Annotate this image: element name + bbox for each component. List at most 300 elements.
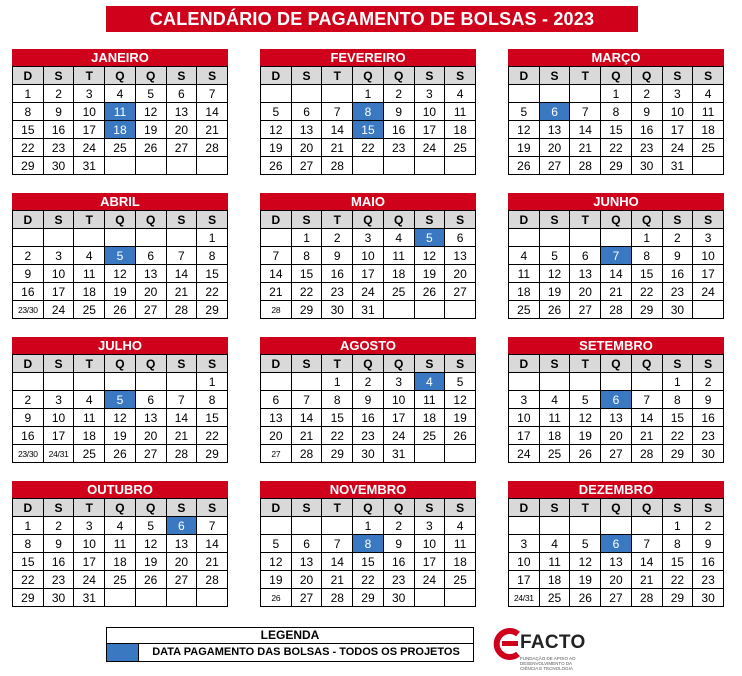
- day-cell: 11: [383, 247, 414, 265]
- week-row: [509, 229, 724, 247]
- day-cell: 1: [197, 373, 228, 391]
- day-cell: 11: [74, 409, 105, 427]
- day-cell: 8: [13, 535, 44, 553]
- weekday-label: S: [445, 499, 476, 517]
- day-cell: 31: [383, 445, 414, 463]
- day-cell: 8: [322, 391, 353, 409]
- week-row: [13, 103, 228, 121]
- day-cell: 9: [322, 247, 353, 265]
- day-cell: 27: [601, 589, 632, 607]
- day-cell: 27: [291, 157, 322, 175]
- day-cell: 22: [291, 283, 322, 301]
- day-cell: 10: [383, 391, 414, 409]
- weekday-label: Q: [353, 67, 384, 85]
- day-cell: 24: [74, 139, 105, 157]
- week-row: [261, 265, 476, 283]
- weekday-label: S: [197, 499, 228, 517]
- weekday-label: S: [166, 211, 197, 229]
- day-cell: 12: [445, 391, 476, 409]
- weekday-label: S: [291, 211, 322, 229]
- week-row: [509, 373, 724, 391]
- day-cell: 25: [414, 427, 445, 445]
- week-row: [261, 409, 476, 427]
- weekday-label: D: [261, 67, 292, 85]
- day-cell: 10: [74, 103, 105, 121]
- day-cell: 3: [662, 85, 693, 103]
- weekday-label: T: [74, 67, 105, 85]
- payment-day-cell: 6: [166, 517, 197, 535]
- day-cell: 22: [13, 139, 44, 157]
- weekday-label: D: [509, 499, 540, 517]
- day-cell: 25: [693, 139, 724, 157]
- day-cell: 24/31: [43, 445, 74, 463]
- day-cell: 17: [414, 553, 445, 571]
- day-cell: 17: [74, 121, 105, 139]
- day-cell: 16: [43, 553, 74, 571]
- week-row: [13, 553, 228, 571]
- day-cell: 28: [166, 445, 197, 463]
- day-cell: 23: [693, 571, 724, 589]
- weekday-header-row: [13, 499, 228, 517]
- day-cell: 20: [261, 427, 292, 445]
- payment-day-cell: 6: [601, 535, 632, 553]
- page-title: CALENDÁRIO DE PAGAMENTO DE BOLSAS - 2023: [106, 6, 638, 32]
- day-cell: 19: [509, 139, 540, 157]
- weekday-label: T: [322, 499, 353, 517]
- month-calendar: [260, 193, 476, 319]
- week-row: [509, 283, 724, 301]
- weekday-label: S: [693, 355, 724, 373]
- week-row: [13, 139, 228, 157]
- day-cell: 26: [570, 445, 601, 463]
- day-cell: [383, 157, 414, 175]
- day-cell: [166, 373, 197, 391]
- weekday-header-row: [261, 499, 476, 517]
- day-cell: 15: [291, 265, 322, 283]
- day-cell: 1: [197, 229, 228, 247]
- day-cell: 31: [74, 589, 105, 607]
- day-cell: [135, 229, 166, 247]
- day-cell: 2: [13, 247, 44, 265]
- day-cell: [539, 85, 570, 103]
- day-cell: 14: [166, 265, 197, 283]
- day-cell: 23: [662, 283, 693, 301]
- day-cell: [74, 229, 105, 247]
- weekday-label: S: [166, 499, 197, 517]
- week-row: [13, 373, 228, 391]
- day-cell: [539, 229, 570, 247]
- day-cell: 16: [693, 409, 724, 427]
- month-table: [508, 66, 724, 175]
- day-cell: 31: [353, 301, 384, 319]
- weekday-label: S: [197, 67, 228, 85]
- weekday-label: S: [445, 67, 476, 85]
- week-row: [509, 589, 724, 607]
- weekday-label: D: [261, 355, 292, 373]
- day-cell: 29: [197, 301, 228, 319]
- day-cell: 24: [662, 139, 693, 157]
- day-cell: 20: [291, 571, 322, 589]
- day-cell: 13: [291, 121, 322, 139]
- day-cell: 23: [43, 139, 74, 157]
- day-cell: 11: [414, 391, 445, 409]
- day-cell: [105, 229, 136, 247]
- day-cell: 3: [353, 229, 384, 247]
- day-cell: 4: [445, 517, 476, 535]
- month-name: FEVEREIRO: [260, 49, 476, 66]
- day-cell: 14: [631, 553, 662, 571]
- day-cell: 4: [509, 247, 540, 265]
- week-row: [13, 301, 228, 319]
- day-cell: 29: [631, 301, 662, 319]
- day-cell: 28: [631, 589, 662, 607]
- day-cell: 4: [693, 85, 724, 103]
- weekday-label: T: [74, 499, 105, 517]
- day-cell: 15: [601, 121, 632, 139]
- day-cell: 30: [43, 589, 74, 607]
- day-cell: 25: [509, 301, 540, 319]
- weekday-label: Q: [353, 499, 384, 517]
- legend: [106, 627, 474, 662]
- weekday-label: Q: [105, 355, 136, 373]
- week-row: [13, 283, 228, 301]
- day-cell: [353, 157, 384, 175]
- day-cell: 26: [509, 157, 540, 175]
- day-cell: 5: [509, 103, 540, 121]
- week-row: [13, 85, 228, 103]
- month-name: JUNHO: [508, 193, 724, 210]
- day-cell: 30: [693, 589, 724, 607]
- day-cell: 6: [570, 247, 601, 265]
- day-cell: 3: [509, 391, 540, 409]
- weekday-label: S: [414, 67, 445, 85]
- day-cell: 30: [631, 157, 662, 175]
- day-cell: 21: [570, 139, 601, 157]
- day-cell: 22: [662, 571, 693, 589]
- day-cell: [414, 301, 445, 319]
- weekday-label: T: [570, 499, 601, 517]
- month-table: [260, 354, 476, 463]
- day-cell: [445, 301, 476, 319]
- day-cell: 12: [261, 121, 292, 139]
- weekday-label: S: [539, 499, 570, 517]
- day-cell: [509, 85, 540, 103]
- day-cell: 16: [353, 409, 384, 427]
- day-cell: 12: [570, 553, 601, 571]
- week-row: [509, 265, 724, 283]
- day-cell: 27: [166, 571, 197, 589]
- week-row: [261, 229, 476, 247]
- day-cell: 12: [135, 103, 166, 121]
- day-cell: 7: [197, 517, 228, 535]
- day-cell: 1: [322, 373, 353, 391]
- day-cell: 22: [662, 427, 693, 445]
- week-row: [13, 121, 228, 139]
- day-cell: [261, 373, 292, 391]
- day-cell: [105, 157, 136, 175]
- payment-day-cell: 6: [539, 103, 570, 121]
- week-row: [261, 589, 476, 607]
- day-cell: 24/31: [509, 589, 540, 607]
- day-cell: 27: [135, 301, 166, 319]
- month-calendar: [12, 193, 228, 319]
- day-cell: 20: [539, 139, 570, 157]
- weekday-label: S: [662, 499, 693, 517]
- day-cell: 24: [509, 445, 540, 463]
- day-cell: 24: [353, 283, 384, 301]
- day-cell: 6: [445, 229, 476, 247]
- day-cell: [631, 373, 662, 391]
- day-cell: 27: [445, 283, 476, 301]
- weekday-label: Q: [135, 67, 166, 85]
- day-cell: 28: [166, 301, 197, 319]
- day-cell: 9: [383, 103, 414, 121]
- day-cell: 23: [383, 571, 414, 589]
- payment-day-cell: 7: [601, 247, 632, 265]
- day-cell: 10: [414, 103, 445, 121]
- day-cell: 11: [693, 103, 724, 121]
- day-cell: 25: [445, 571, 476, 589]
- day-cell: [509, 373, 540, 391]
- day-cell: 24: [383, 427, 414, 445]
- day-cell: 28: [601, 301, 632, 319]
- day-cell: 22: [631, 283, 662, 301]
- day-cell: [322, 517, 353, 535]
- day-cell: 23: [693, 427, 724, 445]
- day-cell: 13: [570, 265, 601, 283]
- day-cell: 18: [105, 553, 136, 571]
- day-cell: 28: [322, 157, 353, 175]
- day-cell: 18: [539, 427, 570, 445]
- day-cell: 27: [601, 445, 632, 463]
- day-cell: 13: [166, 535, 197, 553]
- legend-swatch: [107, 644, 139, 661]
- day-cell: 1: [662, 517, 693, 535]
- day-cell: 4: [539, 391, 570, 409]
- day-cell: 14: [166, 409, 197, 427]
- day-cell: 24: [693, 283, 724, 301]
- day-cell: 11: [445, 535, 476, 553]
- day-cell: 18: [445, 121, 476, 139]
- day-cell: 24: [74, 571, 105, 589]
- day-cell: 17: [414, 121, 445, 139]
- day-cell: [693, 157, 724, 175]
- day-cell: 26: [414, 283, 445, 301]
- day-cell: 29: [291, 301, 322, 319]
- day-cell: 26: [105, 301, 136, 319]
- weekday-label: D: [13, 355, 44, 373]
- day-cell: 12: [105, 409, 136, 427]
- day-cell: 28: [197, 139, 228, 157]
- day-cell: 9: [662, 247, 693, 265]
- week-row: [509, 247, 724, 265]
- day-cell: [509, 229, 540, 247]
- day-cell: 16: [662, 265, 693, 283]
- week-row: [509, 445, 724, 463]
- month-calendar: [508, 481, 724, 607]
- day-cell: 12: [135, 535, 166, 553]
- week-row: [261, 571, 476, 589]
- day-cell: 9: [13, 409, 44, 427]
- month-calendar: [12, 481, 228, 607]
- day-cell: 29: [662, 445, 693, 463]
- day-cell: 26: [261, 157, 292, 175]
- day-cell: 3: [43, 391, 74, 409]
- day-cell: 15: [13, 553, 44, 571]
- day-cell: 31: [662, 157, 693, 175]
- weekday-label: S: [197, 211, 228, 229]
- day-cell: 4: [383, 229, 414, 247]
- day-cell: 19: [539, 283, 570, 301]
- day-cell: 25: [539, 589, 570, 607]
- day-cell: 12: [570, 409, 601, 427]
- week-row: [13, 589, 228, 607]
- day-cell: 5: [445, 373, 476, 391]
- day-cell: 9: [383, 535, 414, 553]
- day-cell: 6: [135, 391, 166, 409]
- week-row: [509, 553, 724, 571]
- payment-day-cell: 18: [105, 121, 136, 139]
- day-cell: 27: [539, 157, 570, 175]
- weekday-label: D: [261, 499, 292, 517]
- day-cell: [135, 157, 166, 175]
- day-cell: [43, 373, 74, 391]
- day-cell: 6: [135, 247, 166, 265]
- weekday-label: S: [414, 499, 445, 517]
- legend-item-label: DATA PAGAMENTO DAS BOLSAS - TODOS OS PROJETOS: [152, 646, 460, 658]
- day-cell: 27: [261, 445, 292, 463]
- day-cell: 15: [322, 409, 353, 427]
- weekday-label: Q: [631, 211, 662, 229]
- month-table: [12, 354, 228, 463]
- day-cell: [414, 445, 445, 463]
- day-cell: 15: [197, 265, 228, 283]
- week-row: [261, 121, 476, 139]
- day-cell: 29: [601, 157, 632, 175]
- weekday-header-row: [509, 67, 724, 85]
- day-cell: 17: [509, 427, 540, 445]
- day-cell: [261, 85, 292, 103]
- day-cell: 15: [662, 409, 693, 427]
- weekday-header-row: [13, 355, 228, 373]
- day-cell: 8: [13, 103, 44, 121]
- day-cell: 12: [261, 553, 292, 571]
- day-cell: 2: [693, 373, 724, 391]
- day-cell: 5: [570, 391, 601, 409]
- day-cell: 4: [105, 85, 136, 103]
- day-cell: [631, 517, 662, 535]
- day-cell: 27: [291, 589, 322, 607]
- week-row: [261, 517, 476, 535]
- day-cell: [693, 301, 724, 319]
- day-cell: 11: [445, 103, 476, 121]
- day-cell: 26: [105, 445, 136, 463]
- week-row: [509, 139, 724, 157]
- day-cell: 17: [74, 553, 105, 571]
- day-cell: 2: [662, 229, 693, 247]
- day-cell: 23: [631, 139, 662, 157]
- day-cell: 14: [322, 553, 353, 571]
- weekday-header-row: [261, 67, 476, 85]
- day-cell: [197, 157, 228, 175]
- day-cell: 11: [539, 553, 570, 571]
- day-cell: 5: [135, 517, 166, 535]
- day-cell: 4: [105, 517, 136, 535]
- day-cell: 14: [291, 409, 322, 427]
- day-cell: 18: [693, 121, 724, 139]
- month-table: [508, 210, 724, 319]
- day-cell: 28: [322, 589, 353, 607]
- month-table: [260, 210, 476, 319]
- day-cell: 28: [631, 445, 662, 463]
- day-cell: 18: [539, 571, 570, 589]
- day-cell: 28: [570, 157, 601, 175]
- week-row: [261, 391, 476, 409]
- day-cell: 22: [353, 139, 384, 157]
- day-cell: [166, 589, 197, 607]
- weekday-label: S: [166, 355, 197, 373]
- day-cell: 31: [74, 157, 105, 175]
- day-cell: 21: [322, 139, 353, 157]
- month-table: [12, 498, 228, 607]
- weekday-label: S: [43, 211, 74, 229]
- day-cell: [445, 589, 476, 607]
- day-cell: 6: [291, 103, 322, 121]
- day-cell: 19: [135, 553, 166, 571]
- day-cell: 25: [74, 445, 105, 463]
- logo-name: FACTO: [520, 632, 586, 653]
- weekday-label: Q: [383, 67, 414, 85]
- weekday-label: S: [662, 355, 693, 373]
- day-cell: 28: [291, 445, 322, 463]
- day-cell: 13: [601, 409, 632, 427]
- day-cell: 20: [135, 427, 166, 445]
- weekday-label: Q: [105, 211, 136, 229]
- day-cell: 29: [322, 445, 353, 463]
- day-cell: [135, 589, 166, 607]
- week-row: [509, 571, 724, 589]
- weekday-label: D: [13, 211, 44, 229]
- day-cell: 10: [353, 247, 384, 265]
- week-row: [13, 247, 228, 265]
- day-cell: 10: [43, 409, 74, 427]
- month-calendar: [508, 193, 724, 319]
- day-cell: 2: [383, 517, 414, 535]
- day-cell: 8: [662, 535, 693, 553]
- day-cell: 21: [291, 427, 322, 445]
- month-calendar: [12, 49, 228, 175]
- day-cell: 20: [291, 139, 322, 157]
- month-table: [260, 66, 476, 175]
- weekday-header-row: [13, 211, 228, 229]
- day-cell: 26: [570, 589, 601, 607]
- day-cell: 29: [13, 157, 44, 175]
- day-cell: 22: [197, 427, 228, 445]
- month-table: [508, 498, 724, 607]
- day-cell: 2: [43, 517, 74, 535]
- day-cell: 16: [631, 121, 662, 139]
- day-cell: 10: [662, 103, 693, 121]
- day-cell: 22: [322, 427, 353, 445]
- week-row: [509, 517, 724, 535]
- day-cell: 15: [13, 121, 44, 139]
- weekday-label: T: [570, 67, 601, 85]
- weekday-label: T: [322, 67, 353, 85]
- day-cell: 19: [261, 571, 292, 589]
- day-cell: 9: [43, 103, 74, 121]
- day-cell: 25: [105, 139, 136, 157]
- weekday-label: Q: [601, 67, 632, 85]
